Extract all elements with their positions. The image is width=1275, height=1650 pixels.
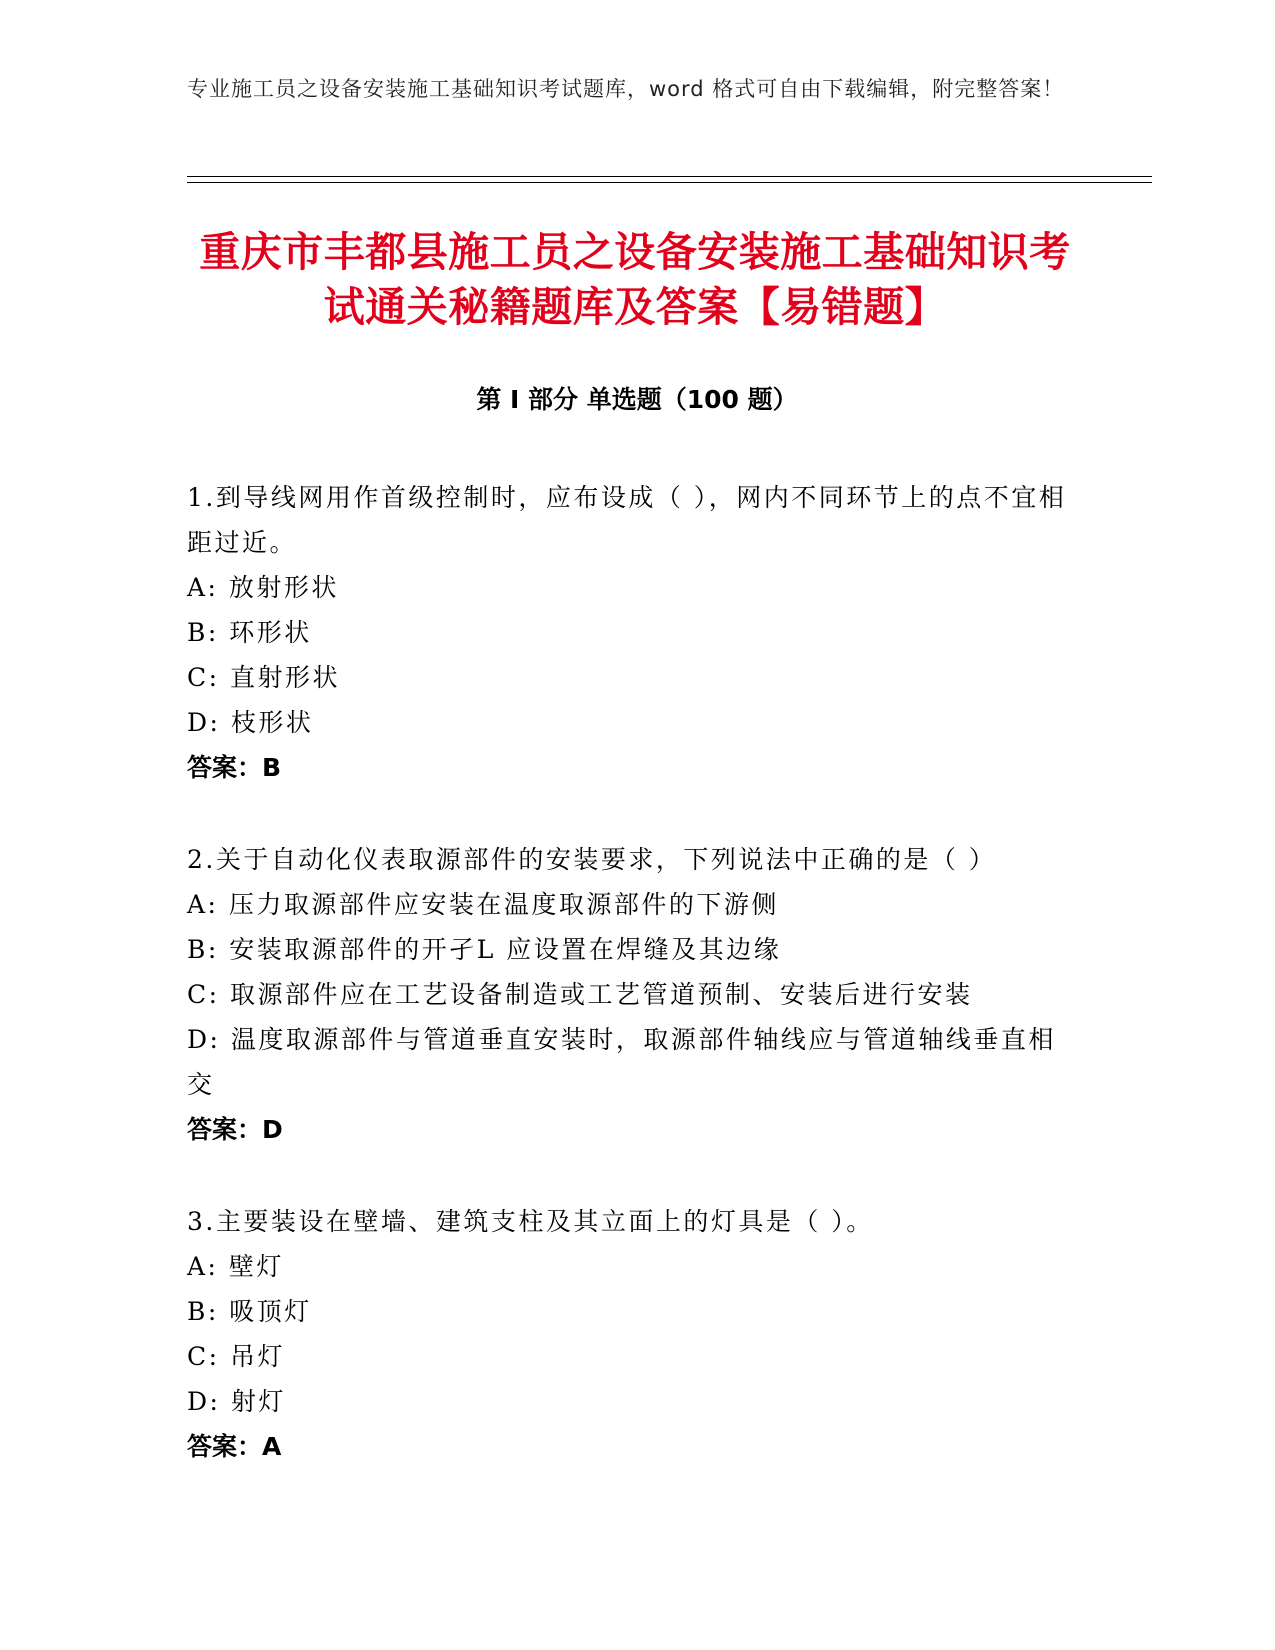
option-c: C: 吊灯 — [187, 1342, 285, 1371]
option-b: B: 安装取源部件的开孑L 应设置在焊缝及其边缘 — [187, 935, 782, 964]
question-1 — [187, 475, 1077, 790]
option-a: A: 壁灯 — [187, 1252, 284, 1281]
option-a: A: 压力取源部件应安装在温度取源部件的下游侧 — [187, 890, 779, 919]
question-3 — [187, 1199, 1077, 1469]
option-c: C: 直射形状 — [187, 663, 340, 692]
header-note: 专业施工员之设备安装施工基础知识考试题库，word 格式可自由下载编辑，附完整答案！ — [187, 77, 1065, 101]
answer: 答案：D — [187, 1115, 283, 1144]
section-heading: 第 I 部分 单选题（100 题） — [476, 385, 798, 414]
answer: 答案：B — [187, 753, 282, 782]
option-d: D: 射灯 — [187, 1387, 286, 1416]
question-text: 3.主要装设在壁墙、建筑支柱及其立面上的灯具是（ ）。 — [187, 1207, 874, 1236]
question-text: 1.到导线网用作首级控制时，应布设成（ ），网内不同环节上的点不宜相距过近。 — [187, 483, 1067, 557]
question-list — [187, 475, 1077, 1516]
option-d: D: 温度取源部件与管道垂直安装时，取源部件轴线应与管道轴线垂直相交 — [187, 1025, 1056, 1099]
header-divider-bottom — [187, 182, 1152, 183]
answer: 答案：A — [187, 1432, 282, 1461]
document-title: 重庆市丰都县施工员之设备安装施工基础知识考试通关秘籍题库及答案【易错题】 — [199, 228, 1071, 331]
question-2 — [187, 837, 1077, 1152]
option-b: B: 环形状 — [187, 618, 312, 647]
option-c: C: 取源部件应在工艺设备制造或工艺管道预制、安装后进行安装 — [187, 980, 973, 1009]
header-divider-top — [187, 176, 1152, 177]
option-a: A: 放射形状 — [187, 573, 339, 602]
option-d: D: 枝形状 — [187, 708, 314, 737]
question-text: 2.关于自动化仪表取源部件的安装要求，下列说法中正确的是（ ） — [187, 845, 997, 874]
option-b: B: 吸顶灯 — [187, 1297, 312, 1326]
